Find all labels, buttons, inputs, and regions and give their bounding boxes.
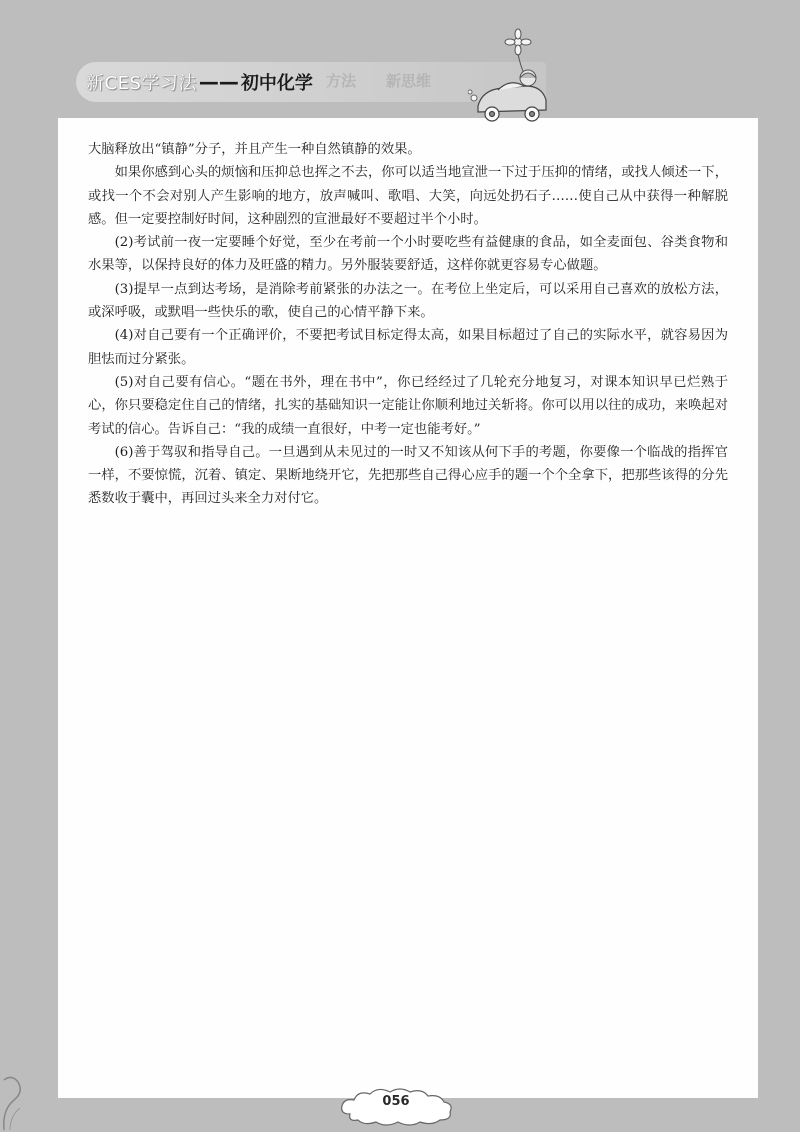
paragraph: (6)善于驾驭和指导自己。一旦遇到从未见过的一时又不知该从何下手的考题，你要像一个临战的指挥官一样，不要惊慌，沉着、镇定、果断地绕开它，先把那些自己得心应手的题一个个全拿下，把那些该得的分先悉数收于囊中，再回过头来全力对付它。 xyxy=(88,444,728,507)
paragraph: (2)考试前一夜一定要睡个好觉，至少在考前一个小时要吃些有益健康的食品，如全麦面包、谷类食物和水果等，以保持良好的体力及旺盛的精力。另外服装要舒适，这样你就更容易专心做题。 xyxy=(88,235,728,274)
page-header xyxy=(86,66,313,98)
faint-header-text-2: 新思维 xyxy=(386,72,432,90)
series-title: 新CES学习法 xyxy=(86,73,197,94)
title-dash: —— xyxy=(198,70,239,94)
paragraph: (5)对自己要有信心。“题在书外，理在书中”，你已经经过了几轮充分地复习，对课本知识早已烂熟于心，你只要稳定住自己的情绪，扎实的基础知识一定能让你顺利地过关斩将。你可以用以往的成功，来唤起对考试的信心。告诉自己：“我的成绩一直很好，中考一定也能考好。” xyxy=(88,374,728,437)
page-number: 056 xyxy=(382,1094,410,1109)
corner-swirl-icon xyxy=(0,1060,40,1132)
subject-title: 初中化学 xyxy=(240,73,313,94)
article-body xyxy=(88,138,728,511)
car-illustration-icon xyxy=(468,28,548,124)
paragraph: 如果你感到心头的烦恼和压抑总也挥之不去，你可以适当地宣泄一下过于压抑的情绪，或找人倾述一下，或找一个不会对别人产生影响的地方，放声喊叫、歌唱、大笑，向远处扔石子……使自己从中获得一种解脱感。但一定要控制好时间，这种剧烈的宣泄最好不要超过半个小时。 xyxy=(88,165,728,227)
paragraph: (4)对自己要有一个正确评价，不要把考试目标定得太高，如果目标超过了自己的实际水平，就容易因为胆怯而过分紧张。 xyxy=(88,328,728,367)
paragraph: (3)提早一点到达考场，是消除考前紧张的办法之一。在考位上坐定后，可以采用自己喜欢的放松方法，或深呼吸，或默唱一些快乐的歌，使自己的心情平静下来。 xyxy=(88,281,728,321)
paragraph: 大脑释放出“镇静”分子，并且产生一种自然镇静的效果。 xyxy=(88,142,421,157)
faint-header-text-1: 方法 xyxy=(326,72,357,90)
